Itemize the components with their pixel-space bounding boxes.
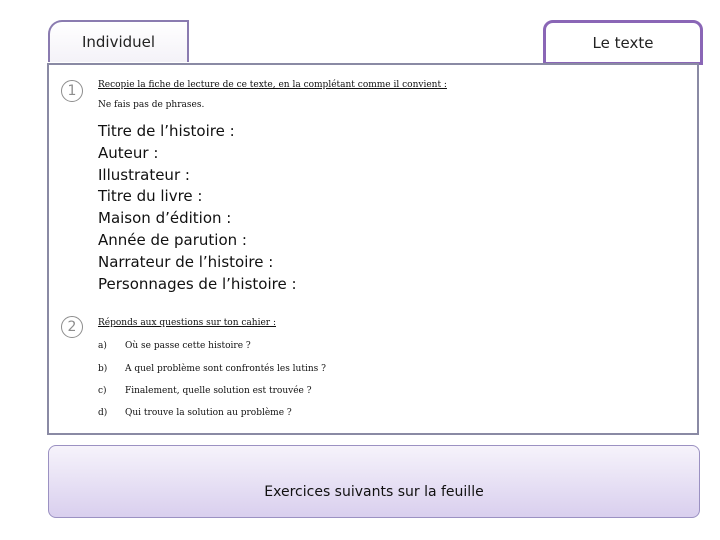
question-text: Finalement, quelle solution est trouvée ? bbox=[125, 386, 312, 396]
tab-le-texte bbox=[543, 20, 703, 65]
question-letter: d) bbox=[98, 408, 108, 418]
tab-individuel-label: Individuel bbox=[81, 33, 156, 51]
field-titre-histoire: Titre de l’histoire : bbox=[98, 122, 235, 140]
exercise-1-note: Ne fais pas de phrases. bbox=[98, 100, 205, 110]
tab-le-texte-label: Le texte bbox=[592, 33, 654, 52]
reading-sheet-fields bbox=[98, 121, 297, 295]
exercise-1-instruction: Recopie la fiche de lecture de ce texte, en la complétant comme il convient : bbox=[98, 80, 447, 90]
tab-individuel bbox=[48, 20, 189, 62]
exercise-2-number: 2 bbox=[61, 316, 83, 338]
next-exercises-label: Exercices suivants sur la feuille bbox=[264, 483, 484, 500]
question-letter: b) bbox=[98, 364, 108, 374]
exercise-2-instruction: Réponds aux questions sur ton cahier : bbox=[98, 318, 276, 328]
field-titre-livre: Titre du livre : bbox=[98, 187, 203, 206]
question-text: Où se passe cette histoire ? bbox=[125, 341, 251, 351]
field-personnages: Personnages de l’histoire : bbox=[98, 274, 297, 293]
exercise-1-number: 1 bbox=[61, 80, 83, 102]
field-narrateur: Narrateur de l’histoire : bbox=[98, 252, 274, 271]
question-letter: c) bbox=[98, 386, 107, 396]
field-annee-parution: Année de parution : bbox=[98, 230, 247, 249]
next-exercises-panel bbox=[48, 445, 700, 518]
question-letter: a) bbox=[98, 341, 107, 351]
field-maison-edition: Maison d’édition : bbox=[98, 209, 232, 228]
question-text: Qui trouve la solution au problème ? bbox=[125, 408, 292, 418]
question-text: A quel problème sont confrontés les lutins ? bbox=[125, 364, 326, 374]
field-auteur: Auteur : bbox=[98, 143, 159, 162]
field-illustrateur: Illustrateur : bbox=[98, 165, 190, 184]
